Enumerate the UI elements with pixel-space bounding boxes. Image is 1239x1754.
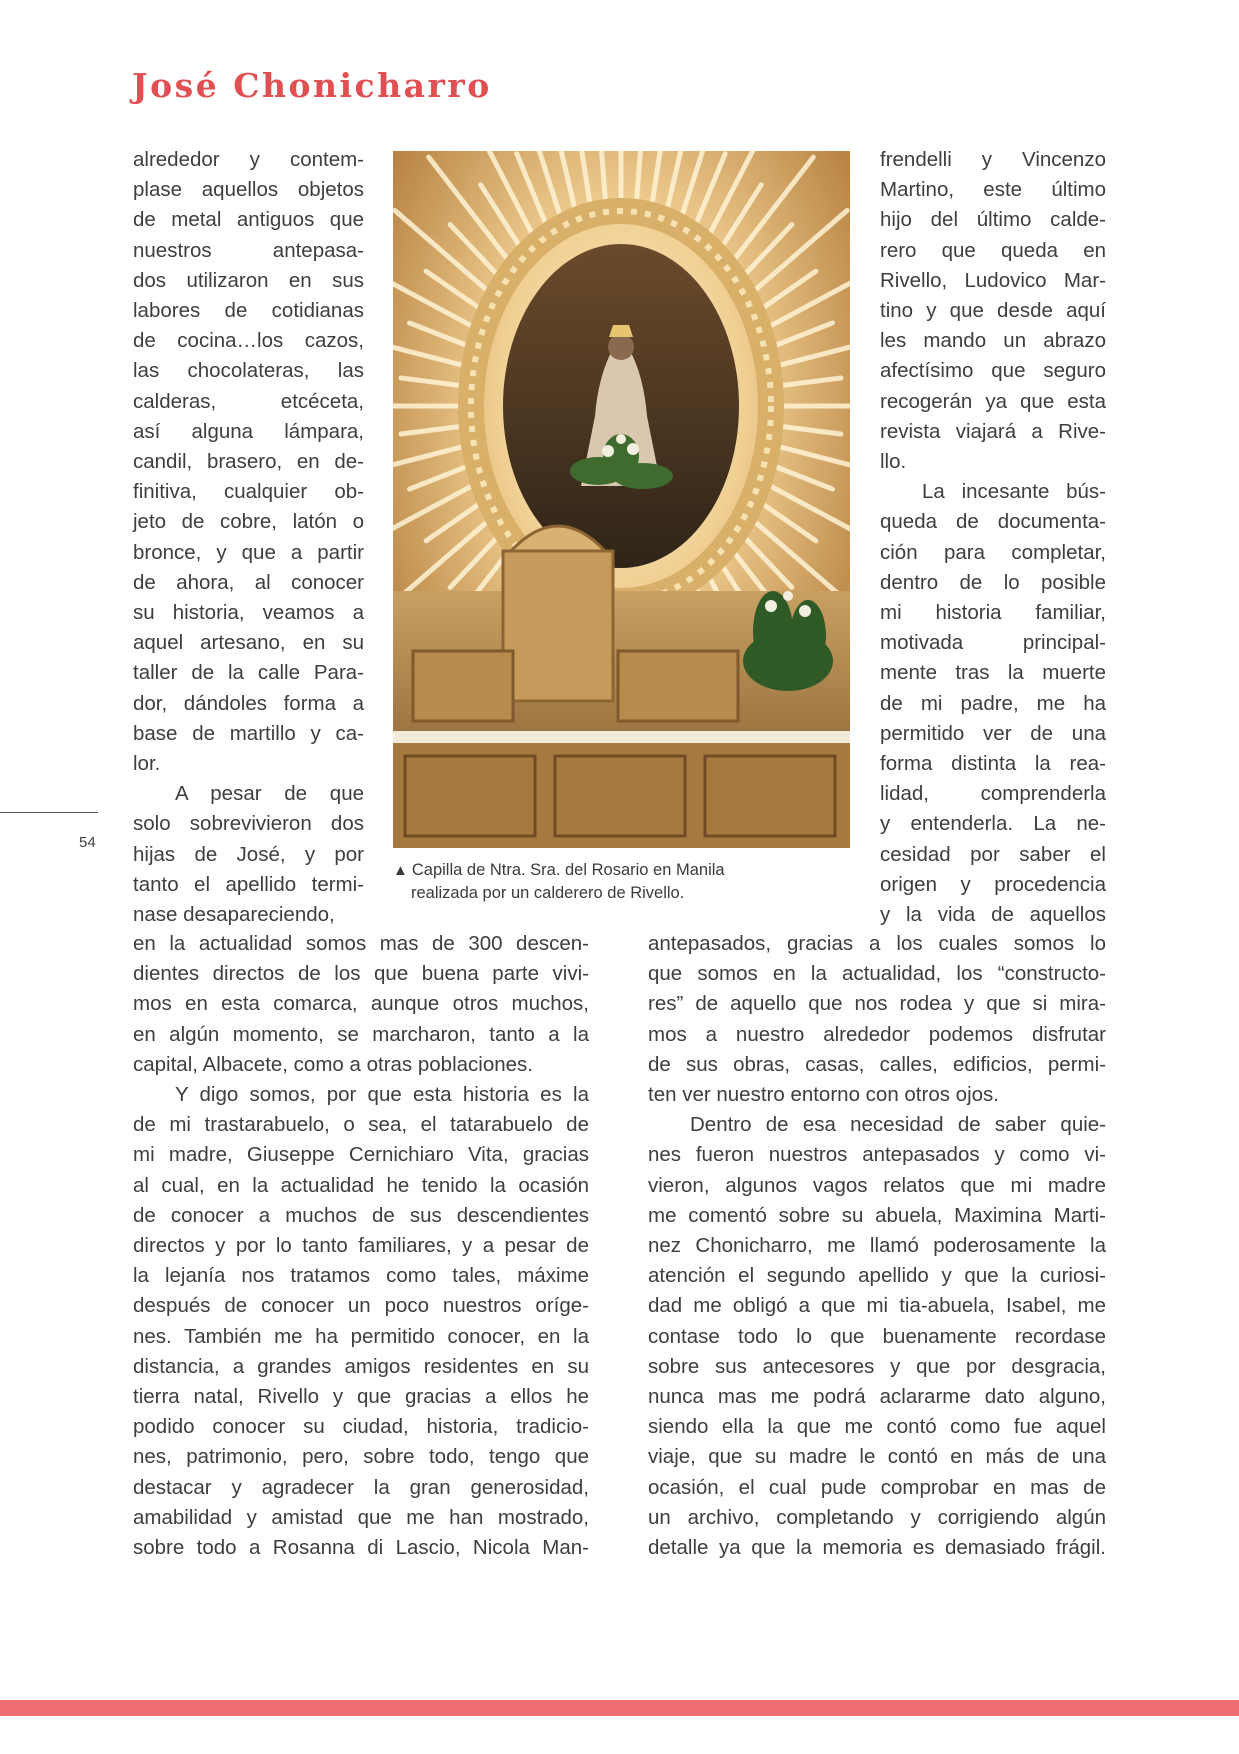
text-line: distancia, a grandes amigos residentes en su xyxy=(133,1354,589,1378)
bottom-color-band xyxy=(0,1700,1239,1716)
text-line: de mi padre, me ha xyxy=(880,691,1106,715)
text-line: antepasados, gracias a los cuales somos lo xyxy=(648,932,1106,955)
triangle-up-icon: ▲ xyxy=(393,862,408,879)
page-number: 54 xyxy=(79,834,96,851)
text-line: candil, brasero, en de- xyxy=(133,450,364,474)
text-line: calderas, etcéceta, xyxy=(133,389,364,413)
text-line: de sus obras, casas, calles, edificios, permi- xyxy=(648,1052,1106,1076)
text-line: nes, patrimonio, pero, sobre todo, tengo que xyxy=(133,1445,589,1469)
text-line: siendo ella la que me contó como fue aquel xyxy=(648,1415,1106,1439)
text-line: lor. xyxy=(133,752,161,776)
left-narrow-column xyxy=(133,145,364,930)
text-line: vieron, algunos vagos relatos que mi madre xyxy=(648,1173,1106,1197)
text-line: recogerán ya que esta xyxy=(880,389,1106,413)
text-line: llo. xyxy=(880,450,907,474)
text-line: cesidad por saber el xyxy=(880,842,1106,866)
text-line: capital, Albacete, como a otras poblaciones. xyxy=(133,1052,533,1076)
text-line: así alguna lámpara, xyxy=(133,419,364,443)
text-line: de conocer a muchos de sus descendientes xyxy=(133,1203,589,1227)
text-line: dor, dándoles forma a xyxy=(133,691,364,715)
text-line: base de martillo y ca- xyxy=(133,721,364,745)
text-line: Martino, este último xyxy=(880,178,1106,202)
text-line: de mi trastarabuelo, o sea, el tatarabuelo de xyxy=(133,1113,589,1137)
text-line: ción para completar, xyxy=(880,540,1106,564)
text-line: las chocolateras, las xyxy=(133,359,364,383)
text-line: mi historia familiar, xyxy=(880,601,1106,625)
text-line: mi madre, Giuseppe Cernichiaro Vita, gracias xyxy=(133,1143,589,1167)
text-line: ocasión, el cual pude comprobar en mas de xyxy=(648,1475,1106,1499)
text-line: de ahora, al conocer xyxy=(133,570,364,594)
text-line: revista viajará a Rive- xyxy=(880,419,1106,443)
text-line: un archivo, completando y corrigiendo algún xyxy=(648,1505,1106,1529)
text-line: nes fueron nuestros antepasados y como vi- xyxy=(648,1143,1106,1167)
text-line: les mando un abrazo xyxy=(880,329,1106,353)
text-line: viaje, que su madre le contó en más de una xyxy=(648,1445,1106,1469)
text-line: amabilidad y amistad que me han mostrado, xyxy=(133,1505,589,1529)
text-line: dientes directos de los que buena parte vivi- xyxy=(133,962,589,986)
text-line: dos utilizaron en sus xyxy=(133,268,364,292)
text-line: Y digo somos, por que esta historia es la xyxy=(175,1083,589,1107)
text-line: sobre sus antecesores y que por desgracia, xyxy=(648,1354,1106,1378)
text-line: plase aquellos objetos xyxy=(133,178,364,202)
text-line: después de conocer un poco nuestros oríge- xyxy=(133,1294,589,1318)
text-line: frendelli y Vincenzo xyxy=(880,148,1106,171)
text-line: motivada principal- xyxy=(880,631,1106,655)
chapel-altar-photo xyxy=(393,151,850,848)
text-line: que somos en la actualidad, los “constructo- xyxy=(648,962,1106,986)
right-bottom-column xyxy=(648,929,1106,1563)
text-line: tanto el apellido termi- xyxy=(133,872,364,896)
text-line: la lejanía nos tratamos como tales, máxime xyxy=(133,1264,589,1288)
text-line: su historia, veamos a xyxy=(133,601,364,625)
text-line: de cocina…los cazos, xyxy=(133,329,364,353)
text-line: nuestros antepasa- xyxy=(133,238,364,262)
text-line: jeto de cobre, latón o xyxy=(133,510,364,534)
text-line: detalle ya que la memoria es demasiado frágil. xyxy=(648,1536,1106,1560)
text-line: en la actualidad somos mas de 300 descen- xyxy=(133,932,589,955)
text-line: me comentó sobre su abuela, Maximina Marti- xyxy=(648,1203,1106,1227)
text-line: mos en esta comarca, aunque otros muchos, xyxy=(133,992,589,1016)
text-line: tino y que desde aquí xyxy=(880,299,1106,323)
text-line: nunca mas me podrá aclararme dato alguno, xyxy=(648,1385,1106,1409)
text-line: A pesar de que xyxy=(175,782,364,806)
text-line: queda de documenta- xyxy=(880,510,1106,534)
text-line: La incesante bús- xyxy=(922,480,1106,504)
text-line: sobre todo a Rosanna di Lascio, Nicola Man- xyxy=(133,1536,589,1560)
right-narrow-column xyxy=(880,145,1106,930)
text-line: destacar y agradecer la gran generosidad, xyxy=(133,1475,589,1499)
text-line: al cual, en la actualidad he tenido la ocasión xyxy=(133,1173,589,1197)
left-bottom-column xyxy=(133,929,589,1563)
text-line: nes. También me ha permitido conocer, en la xyxy=(133,1324,589,1348)
caption-line-2: realizada por un calderero de Rivello. xyxy=(411,884,685,902)
text-line: y entenderla. La ne- xyxy=(880,812,1106,836)
text-line: en algún momento, se marcharon, tanto a la xyxy=(133,1022,589,1046)
text-line: nase desapareciendo, xyxy=(133,903,335,927)
text-line: labores de cotidianas xyxy=(133,299,364,323)
text-line: finitiva, cualquier ob- xyxy=(133,480,364,504)
text-line: lidad, comprenderla xyxy=(880,782,1106,806)
text-line: aquel artesano, en su xyxy=(133,631,364,655)
text-line: hijas de José, y por xyxy=(133,842,364,866)
text-line: origen y procedencia xyxy=(880,872,1106,896)
page-number-rule xyxy=(0,812,98,813)
text-line: afectísimo que seguro xyxy=(880,359,1106,383)
text-line: dentro de lo posible xyxy=(880,570,1106,594)
text-line: mos a nuestro alrededor podemos disfrutar xyxy=(648,1022,1106,1046)
photo-caption xyxy=(393,859,850,904)
text-line: mente tras la muerte xyxy=(880,661,1106,685)
text-line: solo sobrevivieron dos xyxy=(133,812,364,836)
text-line: podido conocer su ciudad, historia, tradicio- xyxy=(133,1415,589,1439)
text-line: dad me obligó a que mi tia-abuela, Isabel, me xyxy=(648,1294,1106,1318)
text-line: Dentro de esa necesidad de saber quie- xyxy=(690,1113,1106,1137)
text-line: contase todo lo que buenamente recordase xyxy=(648,1324,1106,1348)
text-line: de metal antiguos que xyxy=(133,208,364,232)
text-line: hijo del último calde- xyxy=(880,208,1106,232)
text-line: tierra natal, Rivello y que gracias a ellos he xyxy=(133,1385,589,1409)
text-line: bronce, y que a partir xyxy=(133,540,364,564)
text-line: res” de aquello que nos rodea y que si mira- xyxy=(648,992,1106,1016)
text-line: forma distinta la rea- xyxy=(880,752,1106,776)
caption-line-1: Capilla de Ntra. Sra. del Rosario en Manila xyxy=(411,861,725,879)
text-line: ten ver nuestro entorno con otros ojos. xyxy=(648,1083,999,1107)
text-line: taller de la calle Para- xyxy=(133,661,364,685)
text-line: rero que queda en xyxy=(880,238,1106,262)
text-line: Rivello, Ludovico Mar- xyxy=(880,268,1106,292)
text-line: permitido ver de una xyxy=(880,721,1106,745)
text-line: nez Chonicharro, me llamó poderosamente la xyxy=(648,1234,1106,1258)
text-line: alrededor y contem- xyxy=(133,148,364,171)
text-line: atención el segundo apellido y que la curiosi- xyxy=(648,1264,1106,1288)
text-line: y la vida de aquellos xyxy=(880,903,1106,927)
page-title: José Chonicharro xyxy=(132,66,492,105)
text-line: directos y por lo tanto familiares, y a pesar de xyxy=(133,1234,589,1258)
